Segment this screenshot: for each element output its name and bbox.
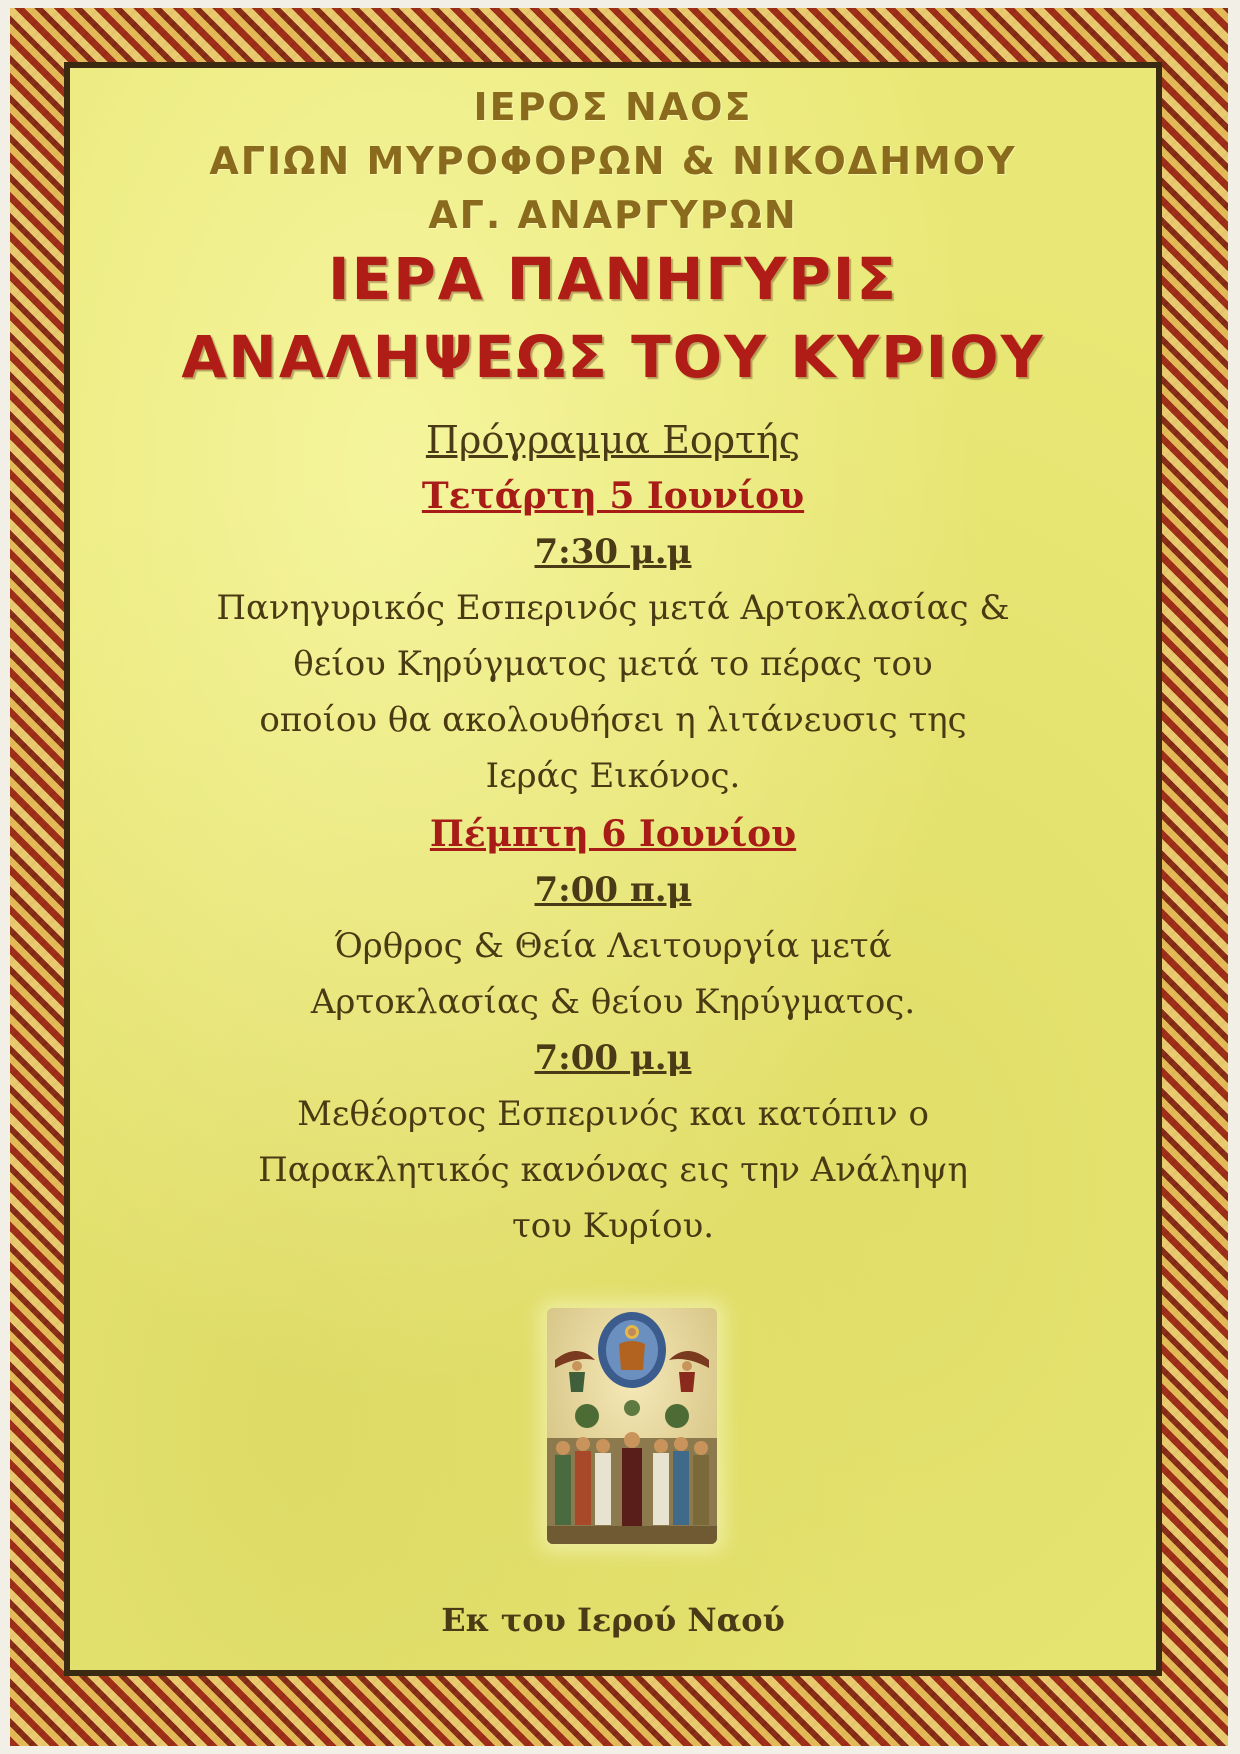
poster-panel bbox=[70, 68, 1156, 1670]
day2-label: Πέμπτη 6 Ιουνίου bbox=[429, 813, 797, 855]
day1-time: 7:30 μ.μ bbox=[534, 532, 692, 572]
feast-title bbox=[70, 240, 1156, 396]
day2-time-1: 7:00 π.μ bbox=[534, 870, 692, 910]
day1-block bbox=[70, 468, 1156, 804]
day2-text2-line-2: Παρακλητικός κανόνας εις την Ανάληψη bbox=[258, 1150, 968, 1190]
church-header bbox=[70, 80, 1156, 242]
day1-text-line-3: οποίου θα ακολουθήσει η λιτάνευσις της bbox=[259, 700, 967, 740]
header-line-2: ΑΓΙΩΝ ΜΥΡΟΦΟΡΩΝ & ΝΙΚΟΔΗΜΟΥ bbox=[209, 139, 1017, 183]
day2-text1-line-1: Όρθρος & Θεία Λειτουργία μετά bbox=[334, 926, 892, 966]
header-line-3: ΑΓ. ΑΝΑΡΓΥΡΩΝ bbox=[428, 193, 798, 237]
title-line-1: ΙΕΡΑ ΠΑΝΗΓΥΡΙΣ bbox=[328, 245, 898, 313]
day1-label: Τετάρτη 5 Ιουνίου bbox=[421, 475, 805, 517]
day2-text2-line-1: Μεθέορτος Εσπερινός και κατόπιν ο bbox=[297, 1094, 929, 1134]
day2-block bbox=[70, 806, 1156, 1254]
footer-signature: Εκ του Ιερού Ναού bbox=[441, 1601, 785, 1639]
day2-text2-line-3: του Κυρίου. bbox=[511, 1206, 715, 1246]
header-line-1: ΙΕΡΟΣ ΝΑΟΣ bbox=[473, 85, 753, 129]
ascension-icon bbox=[547, 1308, 717, 1544]
program-subtitle: Πρόγραμμα Εορτής bbox=[425, 418, 801, 462]
day1-text-line-2: θείου Κηρύγματος μετά το πέρας του bbox=[293, 644, 933, 684]
day2-text1-line-2: Αρτοκλασίας & θείου Κηρύγματος. bbox=[310, 982, 916, 1022]
day1-text-line-1: Πανηγυρικός Εσπερινός μετά Αρτοκλασίας & bbox=[216, 588, 1010, 628]
day2-time-2: 7:00 μ.μ bbox=[534, 1038, 692, 1078]
day1-text-line-4: Ιεράς Εικόνος. bbox=[485, 756, 741, 796]
title-line-2: ΑΝΑΛΗΨΕΩΣ ΤΟΥ ΚΥΡΙΟΥ bbox=[181, 323, 1045, 391]
